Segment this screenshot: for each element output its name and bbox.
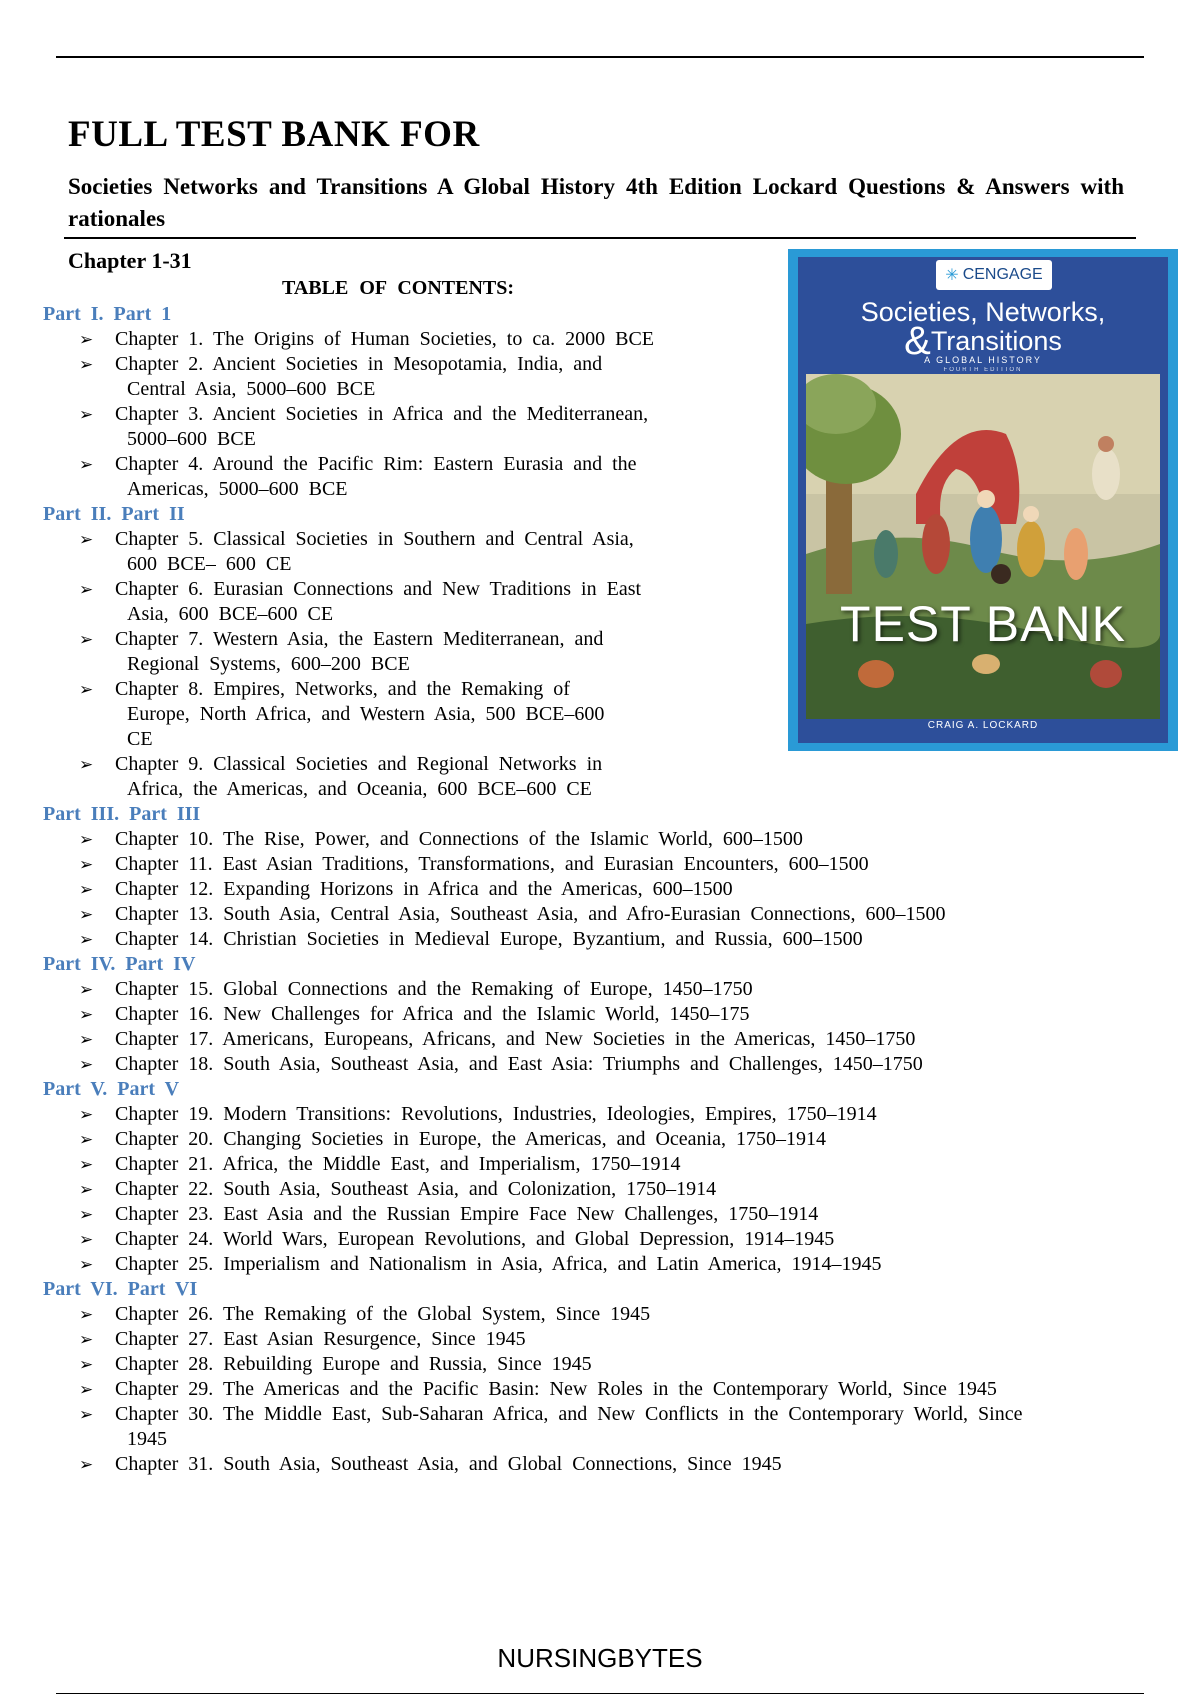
toc-part-heading[interactable]: Part III. Part III	[43, 803, 201, 825]
toc-part-heading[interactable]: Part IV. Part IV	[43, 953, 196, 975]
toc-chapter-title: Chapter 19. Modern Transitions: Revolutions, Industries, Ideologies, Empires, 1750–1914	[115, 1103, 877, 1125]
toc-chapter-title: Chapter 13. South Asia, Central Asia, Southeast Asia, and Afro-Eurasian Connections, 600–1500	[115, 903, 946, 925]
table-of-contents	[43, 302, 1173, 1477]
toc-chapter-item[interactable]	[43, 1027, 1173, 1052]
toc-chapter-item[interactable]	[43, 877, 1173, 902]
toc-part-heading[interactable]: Part II. Part II	[43, 503, 185, 525]
bullet-arrow-icon: ➢	[79, 1355, 94, 1374]
toc-chapter-title: Chapter 26. The Remaking of the Global System, Since 1945	[115, 1303, 651, 1325]
subtitle-rule	[64, 237, 1136, 239]
bullet-arrow-icon: ➢	[79, 1380, 94, 1399]
cover-title-line3: A GLOBAL HISTORY	[924, 355, 1042, 365]
cengage-logo	[936, 260, 1052, 290]
cover-edition: FOURTH EDITION	[943, 367, 1023, 373]
toc-chapter-title: Chapter 23. East Asia and the Russian Empire Face New Challenges, 1750–1914	[115, 1203, 819, 1225]
toc-chapter-list	[43, 1302, 1173, 1477]
toc-chapter-item[interactable]	[43, 927, 1173, 952]
bullet-arrow-icon: ➢	[79, 755, 94, 774]
cengage-burst-icon: ✳	[945, 267, 959, 284]
toc-chapter-title: Chapter 9. Classical Societies and Regional Networks in	[115, 753, 603, 775]
toc-chapter-title: Chapter 3. Ancient Societies in Africa and the Mediterranean,	[115, 403, 649, 425]
toc-chapter-list	[43, 1102, 1173, 1277]
toc-chapter-item[interactable]	[43, 1252, 1173, 1277]
toc-chapter-title: Chapter 18. South Asia, Southeast Asia, and East Asia: Triumphs and Challenges, 1450–1750	[115, 1053, 923, 1075]
toc-chapter-title: Chapter 24. World Wars, European Revolutions, and Global Depression, 1914–1945	[115, 1228, 835, 1250]
bullet-arrow-icon: ➢	[79, 1005, 94, 1024]
bullet-arrow-icon: ➢	[79, 1055, 94, 1074]
toc-chapter-title: Chapter 7. Western Asia, the Eastern Mediterranean, and	[115, 628, 604, 650]
toc-chapter-item[interactable]	[43, 577, 785, 627]
toc-chapter-title-continued: 600 BCE– 600 CE	[127, 553, 292, 575]
publisher-name: CENGAGE	[962, 266, 1043, 283]
toc-chapter-item[interactable]	[43, 1052, 1173, 1077]
toc-chapter-title: Chapter 29. The Americas and the Pacific Basin: New Roles in the Contemporary World, Since 1945	[115, 1378, 997, 1400]
toc-chapter-title: Chapter 28. Rebuilding Europe and Russia, Since 1945	[115, 1353, 592, 1375]
toc-chapter-list	[43, 327, 1173, 502]
footer-brand: NURSINGBYTES	[497, 1643, 703, 1673]
toc-chapter-title: Chapter 12. Expanding Horizons in Africa and the Americas, 600–1500	[115, 878, 733, 900]
toc-chapter-item[interactable]	[43, 1377, 1173, 1402]
bullet-arrow-icon: ➢	[79, 880, 94, 899]
toc-chapter-item[interactable]	[43, 327, 785, 352]
toc-chapter-title: Chapter 11. East Asian Traditions, Transformations, and Eurasian Encounters, 600–1500	[115, 853, 869, 875]
bullet-arrow-icon: ➢	[79, 1405, 94, 1424]
toc-chapter-item[interactable]	[43, 1177, 1173, 1202]
toc-chapter-item[interactable]	[43, 827, 1173, 852]
toc-chapter-item[interactable]	[43, 1227, 1173, 1252]
toc-chapter-title: Chapter 17. Americans, Europeans, Africans, and New Societies in the Americas, 1450–1750	[115, 1028, 916, 1050]
toc-chapter-title-continued: CE	[127, 728, 153, 750]
toc-chapter-list	[43, 977, 1173, 1077]
bullet-arrow-icon: ➢	[79, 1255, 94, 1274]
toc-chapter-title: Chapter 20. Changing Societies in Europe, the Americas, and Oceania, 1750–1914	[115, 1128, 826, 1150]
toc-chapter-title: Chapter 14. Christian Societies in Medieval Europe, Byzantium, and Russia, 600–1500	[115, 928, 863, 950]
bullet-arrow-icon: ➢	[79, 455, 94, 474]
bullet-arrow-icon: ➢	[79, 405, 94, 424]
toc-chapter-title: Chapter 30. The Middle East, Sub-Saharan Africa, and New Conflicts in the Contemporary World, Since	[115, 1403, 1023, 1425]
toc-chapter-list	[43, 527, 1173, 802]
top-rule	[56, 56, 1144, 58]
bullet-arrow-icon: ➢	[79, 855, 94, 874]
toc-chapter-item[interactable]	[43, 1327, 1173, 1352]
bullet-arrow-icon: ➢	[79, 930, 94, 949]
bullet-arrow-icon: ➢	[79, 1330, 94, 1349]
toc-chapter-item[interactable]	[43, 902, 1173, 927]
bullet-arrow-icon: ➢	[79, 1305, 94, 1324]
bullet-arrow-icon: ➢	[79, 580, 94, 599]
toc-chapter-title: Chapter 2. Ancient Societies in Mesopotamia, India, and	[115, 353, 603, 375]
toc-chapter-title: Chapter 22. South Asia, Southeast Asia, and Colonization, 1750–1914	[115, 1178, 717, 1200]
toc-chapter-title: Chapter 1. The Origins of Human Societies, to ca. 2000 BCE	[115, 328, 654, 350]
test-bank-watermark: TEST BANK	[840, 596, 1126, 652]
bottom-rule	[56, 1693, 1144, 1694]
toc-heading: TABLE OF CONTENTS:	[282, 277, 515, 299]
toc-chapter-item[interactable]	[43, 1402, 1173, 1452]
toc-chapter-title-continued: Americas, 5000–600 BCE	[127, 478, 348, 500]
cover-title-transitions: Transitions	[930, 326, 1062, 356]
toc-chapter-item[interactable]	[43, 1152, 1173, 1177]
toc-chapter-title-continued: Central Asia, 5000–600 BCE	[127, 378, 376, 400]
toc-chapter-item[interactable]	[43, 1002, 1173, 1027]
bullet-arrow-icon: ➢	[79, 1030, 94, 1049]
bullet-arrow-icon: ➢	[79, 1105, 94, 1124]
toc-chapter-item[interactable]	[43, 1452, 1173, 1477]
bullet-arrow-icon: ➢	[79, 1180, 94, 1199]
bullet-arrow-icon: ➢	[79, 1205, 94, 1224]
toc-chapter-item[interactable]	[43, 977, 1173, 1002]
toc-chapter-title: Chapter 25. Imperialism and Nationalism in Asia, Africa, and Latin America, 1914–1945	[115, 1253, 882, 1275]
bullet-arrow-icon: ➢	[79, 980, 94, 999]
toc-chapter-item[interactable]	[43, 752, 785, 802]
toc-chapter-item[interactable]	[43, 1102, 1173, 1127]
toc-chapter-item[interactable]	[43, 627, 785, 677]
toc-part-heading[interactable]: Part I. Part 1	[43, 303, 172, 325]
toc-chapter-item[interactable]	[43, 1352, 1173, 1377]
chapter-range: Chapter 1-31	[68, 248, 192, 273]
bullet-arrow-icon: ➢	[79, 1455, 94, 1474]
toc-chapter-item[interactable]	[43, 852, 1173, 877]
bullet-arrow-icon: ➢	[79, 1230, 94, 1249]
toc-chapter-title: Chapter 4. Around the Pacific Rim: Eastern Eurasia and the	[115, 453, 637, 475]
toc-chapter-item[interactable]	[43, 1302, 1173, 1327]
toc-chapter-title-continued: Asia, 600 BCE–600 CE	[127, 603, 334, 625]
cover-author: CRAIG A. LOCKARD	[927, 720, 1039, 731]
bullet-arrow-icon: ➢	[79, 1155, 94, 1174]
toc-chapter-item[interactable]	[43, 677, 785, 752]
toc-chapter-title: Chapter 5. Classical Societies in Southern and Central Asia,	[115, 528, 634, 550]
toc-chapter-item[interactable]	[43, 402, 785, 452]
toc-chapter-item[interactable]	[43, 1202, 1173, 1227]
bullet-arrow-icon: ➢	[79, 330, 94, 349]
toc-part-heading[interactable]: Part V. Part V	[43, 1078, 180, 1100]
bullet-arrow-icon: ➢	[79, 680, 94, 699]
toc-chapter-title: Chapter 31. South Asia, Southeast Asia, and Global Connections, Since 1945	[115, 1453, 782, 1475]
toc-chapter-title-continued: Regional Systems, 600–200 BCE	[127, 653, 410, 675]
cover-title-line1: Societies, Networks,	[860, 297, 1106, 327]
cover-title-ampersand: &	[904, 319, 931, 363]
toc-chapter-item[interactable]	[43, 527, 785, 577]
toc-chapter-title-continued: 1945	[127, 1428, 167, 1450]
toc-chapter-title: Chapter 8. Empires, Networks, and the Remaking of	[115, 678, 570, 700]
toc-chapter-title: Chapter 6. Eurasian Connections and New Traditions in East	[115, 578, 642, 600]
toc-chapter-title: Chapter 15. Global Connections and the Remaking of Europe, 1450–1750	[115, 978, 753, 1000]
document-subtitle: Societies Networks and Transitions A Global History 4th Edition Lockard Questions & Answers with rationales	[68, 174, 1124, 231]
bullet-arrow-icon: ➢	[79, 530, 94, 549]
toc-chapter-title-continued: Africa, the Americas, and Oceania, 600 BCE–600 CE	[127, 778, 592, 800]
toc-chapter-title-continued: Europe, North Africa, and Western Asia, 500 BCE–600	[127, 703, 605, 725]
toc-chapter-title: Chapter 21. Africa, the Middle East, and Imperialism, 1750–1914	[115, 1153, 681, 1175]
bullet-arrow-icon: ➢	[79, 830, 94, 849]
toc-chapter-item[interactable]	[43, 352, 785, 402]
document-title: FULL TEST BANK FOR	[68, 114, 480, 155]
toc-chapter-title: Chapter 16. New Challenges for Africa and the Islamic World, 1450–175	[115, 1003, 750, 1025]
toc-chapter-title: Chapter 27. East Asian Resurgence, Since 1945	[115, 1328, 526, 1350]
bullet-arrow-icon: ➢	[79, 1130, 94, 1149]
toc-chapter-list	[43, 827, 1173, 952]
toc-chapter-item[interactable]	[43, 452, 785, 502]
toc-chapter-title-continued: 5000–600 BCE	[127, 428, 256, 450]
bullet-arrow-icon: ➢	[79, 630, 94, 649]
toc-chapter-title: Chapter 10. The Rise, Power, and Connections of the Islamic World, 600–1500	[115, 828, 803, 850]
bullet-arrow-icon: ➢	[79, 905, 94, 924]
toc-chapter-item[interactable]	[43, 1127, 1173, 1152]
bullet-arrow-icon: ➢	[79, 355, 94, 374]
toc-part-heading[interactable]: Part VI. Part VI	[43, 1278, 198, 1300]
